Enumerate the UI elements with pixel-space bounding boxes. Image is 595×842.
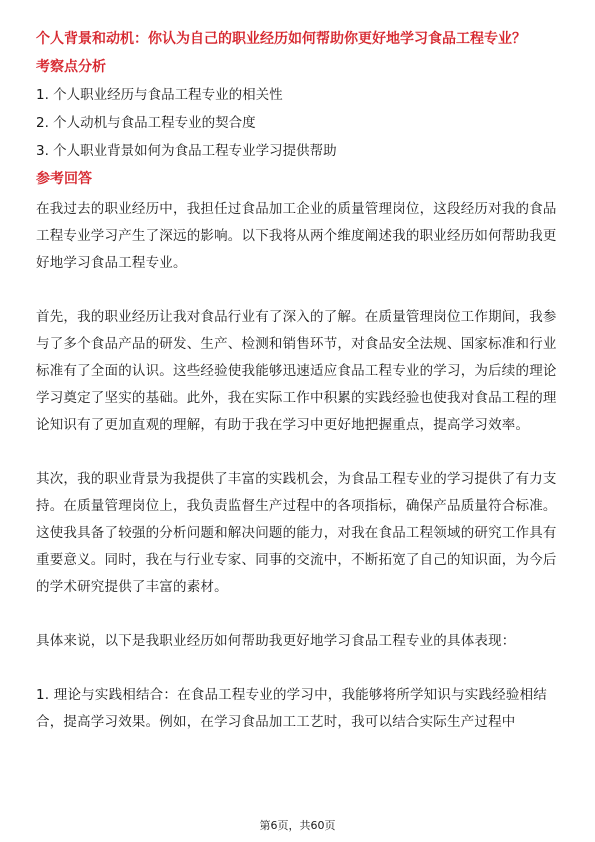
- answer-title: 参考回答: [36, 171, 92, 187]
- answer-paragraph: 具体来说，以下是我职业经历如何帮助我更好地学习食品工程专业的具体表现：: [36, 633, 516, 649]
- analysis-point: 2. 个人动机与食品工程专业的契合度: [36, 115, 256, 131]
- answer-paragraph: 其次，我的职业背景为我提供了丰富的实践机会，为食品工程专业的学习提供了有力支持。在质量管理岗位上，我负责监督生产过程中的各项指标，确保产品质量符合标准。这使我具备了较强的分析问题和解决问题的能力，对我在食品工程领域的研究工作具有重要意义。同时，我在与行业专家、同事的交流中，不断拓宽了自己的知识面，为今后的学术研究提供了丰富的素材。: [36, 471, 557, 595]
- document-page: [36, 28, 559, 736]
- page-number-footer: 第6页，共60页: [259, 819, 336, 832]
- answer-paragraph: 1. 理论与实践相结合：在食品工程专业的学习中，我能够将所学知识与实践经验相结合，提高学习效果。例如，在学习食品加工工艺时，我可以结合实际生产过程中: [36, 687, 547, 730]
- analysis-title: 考察点分析: [36, 59, 106, 75]
- answer-paragraph: 首先，我的职业经历让我对食品行业有了深入的了解。在质量管理岗位工作期间，我参与了多个食品产品的研发、生产、检测和销售环节，对食品安全法规、国家标准和行业标准有了全面的认识。这些经验使我能够迅速适应食品工程专业的学习，为后续的理论学习奠定了坚实的基础。此外，我在实际工作中积累的实践经验也使我对食品工程的理论知识有了更加直观的理解，有助于我在学习中更好地把握重点，提高学习效率。: [36, 309, 557, 433]
- question-heading: 个人背景和动机：你认为自己的职业经历如何帮助你更好地学习食品工程专业？: [36, 31, 526, 47]
- analysis-point: 3. 个人职业背景如何为食品工程专业学习提供帮助: [36, 143, 337, 159]
- answer-paragraph: 在我过去的职业经历中，我担任过食品加工企业的质量管理岗位，这段经历对我的食品工程专业学习产生了深远的影响。以下我将从两个维度阐述我的职业经历如何帮助我更好地学习食品工程专业。: [36, 201, 557, 271]
- analysis-point: 1. 个人职业经历与食品工程专业的相关性: [36, 87, 283, 103]
